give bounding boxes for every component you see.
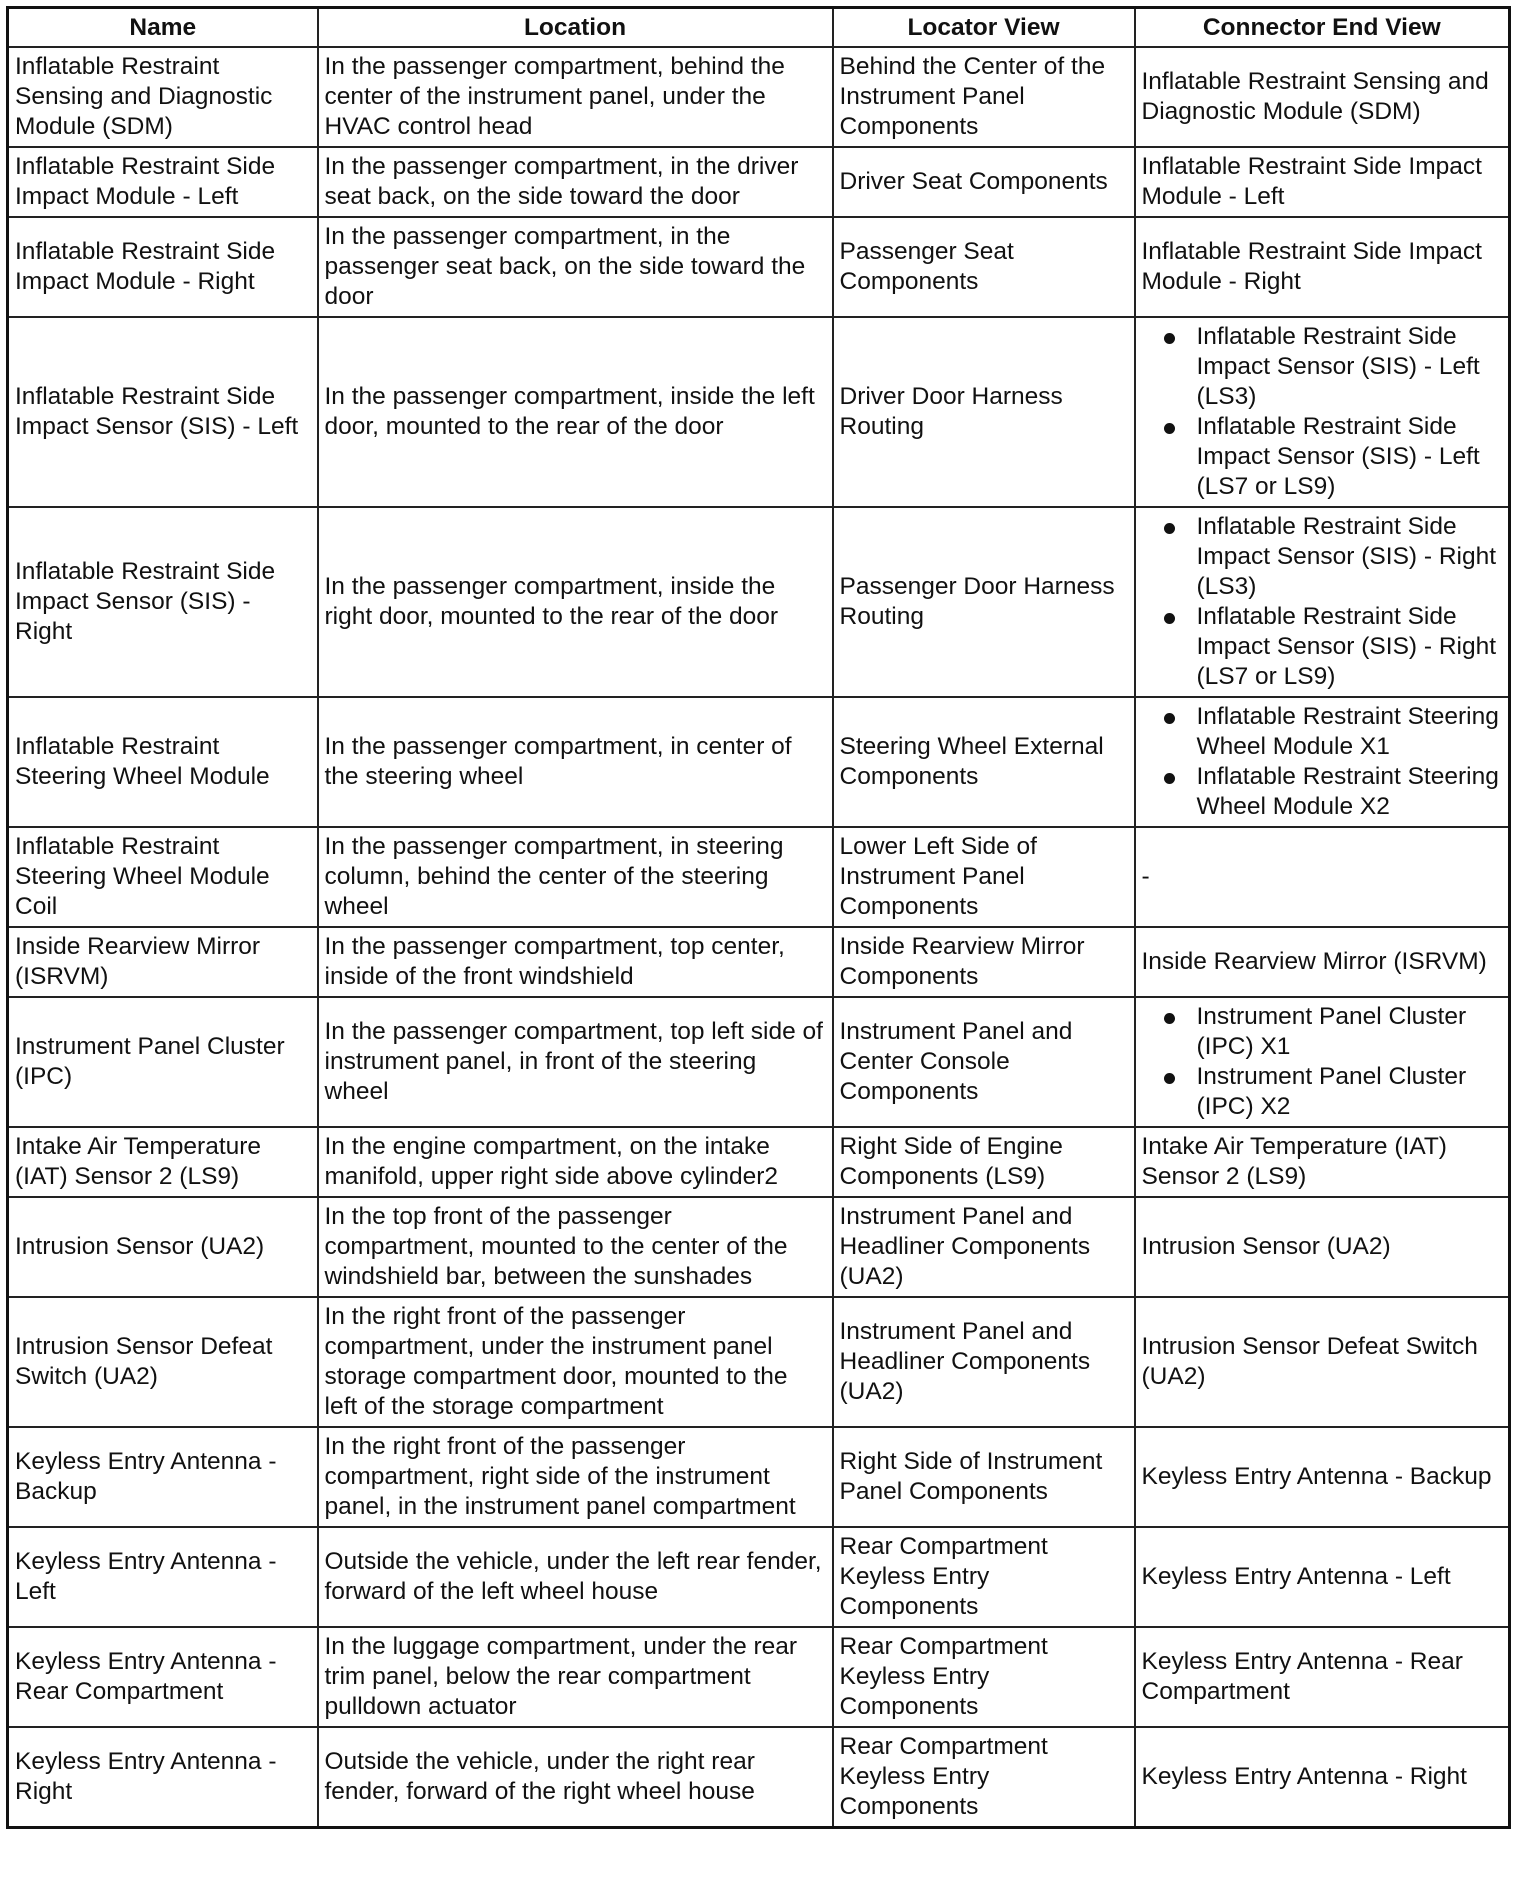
cell-connector-end-view: Keyless Entry Antenna - Rear Compartment [1135,1627,1510,1727]
cell-connector-end-view: Keyless Entry Antenna - Right [1135,1727,1510,1828]
table-row [8,217,1510,317]
cell-connector-end-view: Intrusion Sensor (UA2) [1135,1197,1510,1297]
cell-locator-view: Right Side of Instrument Panel Components [833,1427,1135,1527]
cell-locator-view: Rear Compartment Keyless Entry Components [833,1727,1135,1828]
cell-name: Keyless Entry Antenna - Rear Compartment [8,1627,318,1727]
cell-name: Inflatable Restraint Steering Wheel Module Coil [8,827,318,927]
table-row [8,827,1510,927]
list-item: Inflatable Restraint Side Impact Sensor (SIS) - Left (LS7 or LS9) [1142,412,1503,502]
cell-locator-view: Right Side of Engine Components (LS9) [833,1127,1135,1197]
cell-name: Inflatable Restraint Steering Wheel Module [8,697,318,827]
cell-connector-end-view [1135,997,1510,1127]
connector-list [1142,702,1503,822]
cell-locator-view: Driver Seat Components [833,147,1135,217]
table-row [8,1127,1510,1197]
cell-name: Inflatable Restraint Side Impact Module - Left [8,147,318,217]
cell-name: Inflatable Restraint Side Impact Module - Right [8,217,318,317]
cell-location: In the passenger compartment, in the passenger seat back, on the side toward the door [318,217,833,317]
header-row [8,8,1510,48]
table-row [8,1297,1510,1427]
cell-name: Inside Rearview Mirror (ISRVM) [8,927,318,997]
cell-locator-view: Lower Left Side of Instrument Panel Components [833,827,1135,927]
cell-location: In the passenger compartment, top center, inside of the front windshield [318,927,833,997]
cell-name: Inflatable Restraint Side Impact Sensor (SIS) - Left [8,317,318,507]
list-item: Inflatable Restraint Side Impact Sensor (SIS) - Right (LS7 or LS9) [1142,602,1503,692]
connector-list [1142,322,1503,502]
component-locator-table [6,6,1511,1829]
cell-name: Keyless Entry Antenna - Right [8,1727,318,1828]
cell-name: Instrument Panel Cluster (IPC) [8,997,318,1127]
table-row [8,1527,1510,1627]
list-item: Inflatable Restraint Side Impact Sensor (SIS) - Left (LS3) [1142,322,1503,412]
cell-locator-view: Driver Door Harness Routing [833,317,1135,507]
cell-connector-end-view [1135,507,1510,697]
cell-locator-view: Passenger Seat Components [833,217,1135,317]
cell-location: In the passenger compartment, behind the center of the instrument panel, under the HVAC control head [318,47,833,147]
cell-connector-end-view: Keyless Entry Antenna - Left [1135,1527,1510,1627]
connector-list [1142,512,1503,692]
table-row [8,507,1510,697]
cell-location: In the luggage compartment, under the rear trim panel, below the rear compartment pulldown actuator [318,1627,833,1727]
cell-locator-view: Inside Rearview Mirror Components [833,927,1135,997]
cell-location: In the engine compartment, on the intake manifold, upper right side above cylinder2 [318,1127,833,1197]
list-item: Inflatable Restraint Side Impact Sensor (SIS) - Right (LS3) [1142,512,1503,602]
list-item: Inflatable Restraint Steering Wheel Module X1 [1142,702,1503,762]
cell-connector-end-view: - [1135,827,1510,927]
list-item: Inflatable Restraint Steering Wheel Module X2 [1142,762,1503,822]
table-row [8,997,1510,1127]
cell-locator-view: Behind the Center of the Instrument Panel Components [833,47,1135,147]
cell-locator-view: Instrument Panel and Center Console Components [833,997,1135,1127]
table-body [8,47,1510,1828]
cell-connector-end-view: Inside Rearview Mirror (ISRVM) [1135,927,1510,997]
table-row [8,1197,1510,1297]
cell-name: Inflatable Restraint Sensing and Diagnostic Module (SDM) [8,47,318,147]
table-row [8,147,1510,217]
column-header-name: Name [8,8,318,48]
cell-name: Inflatable Restraint Side Impact Sensor (SIS) - Right [8,507,318,697]
cell-location: In the top front of the passenger compartment, mounted to the center of the windshield bar, between the sunshades [318,1197,833,1297]
cell-location: In the passenger compartment, in steering column, behind the center of the steering wheel [318,827,833,927]
cell-locator-view: Rear Compartment Keyless Entry Components [833,1527,1135,1627]
table-row [8,1427,1510,1527]
cell-name: Intake Air Temperature (IAT) Sensor 2 (LS9) [8,1127,318,1197]
table-row [8,47,1510,147]
table-row [8,1627,1510,1727]
cell-location: Outside the vehicle, under the right rear fender, forward of the right wheel house [318,1727,833,1828]
cell-connector-end-view: Keyless Entry Antenna - Backup [1135,1427,1510,1527]
cell-connector-end-view: Inflatable Restraint Side Impact Module - Left [1135,147,1510,217]
cell-locator-view: Passenger Door Harness Routing [833,507,1135,697]
table-row [8,697,1510,827]
cell-location: In the right front of the passenger compartment, under the instrument panel storage compartment door, mounted to the left of the storage compartment [318,1297,833,1427]
cell-location: In the passenger compartment, inside the left door, mounted to the rear of the door [318,317,833,507]
cell-name: Intrusion Sensor (UA2) [8,1197,318,1297]
cell-name: Keyless Entry Antenna - Backup [8,1427,318,1527]
cell-locator-view: Instrument Panel and Headliner Components (UA2) [833,1297,1135,1427]
cell-connector-end-view [1135,697,1510,827]
cell-location: In the passenger compartment, inside the right door, mounted to the rear of the door [318,507,833,697]
list-item: Instrument Panel Cluster (IPC) X1 [1142,1002,1503,1062]
cell-location: In the passenger compartment, in center of the steering wheel [318,697,833,827]
cell-connector-end-view: Intake Air Temperature (IAT) Sensor 2 (LS9) [1135,1127,1510,1197]
connector-list [1142,1002,1503,1122]
column-header-connector-end-view: Connector End View [1135,8,1510,48]
cell-locator-view: Steering Wheel External Components [833,697,1135,827]
cell-name: Intrusion Sensor Defeat Switch (UA2) [8,1297,318,1427]
cell-location: In the right front of the passenger compartment, right side of the instrument panel, in the instrument panel compartment [318,1427,833,1527]
column-header-locator-view: Locator View [833,8,1135,48]
list-item: Instrument Panel Cluster (IPC) X2 [1142,1062,1503,1122]
cell-location: In the passenger compartment, in the driver seat back, on the side toward the door [318,147,833,217]
cell-location: Outside the vehicle, under the left rear fender, forward of the left wheel house [318,1527,833,1627]
cell-location: In the passenger compartment, top left side of instrument panel, in front of the steering wheel [318,997,833,1127]
cell-connector-end-view: Intrusion Sensor Defeat Switch (UA2) [1135,1297,1510,1427]
cell-locator-view: Rear Compartment Keyless Entry Components [833,1627,1135,1727]
table-row [8,1727,1510,1828]
column-header-location: Location [318,8,833,48]
cell-name: Keyless Entry Antenna - Left [8,1527,318,1627]
component-locator-table-wrapper [6,6,1508,1829]
cell-locator-view: Instrument Panel and Headliner Components (UA2) [833,1197,1135,1297]
cell-connector-end-view: Inflatable Restraint Sensing and Diagnostic Module (SDM) [1135,47,1510,147]
cell-connector-end-view: Inflatable Restraint Side Impact Module - Right [1135,217,1510,317]
table-row [8,927,1510,997]
cell-connector-end-view [1135,317,1510,507]
table-row [8,317,1510,507]
